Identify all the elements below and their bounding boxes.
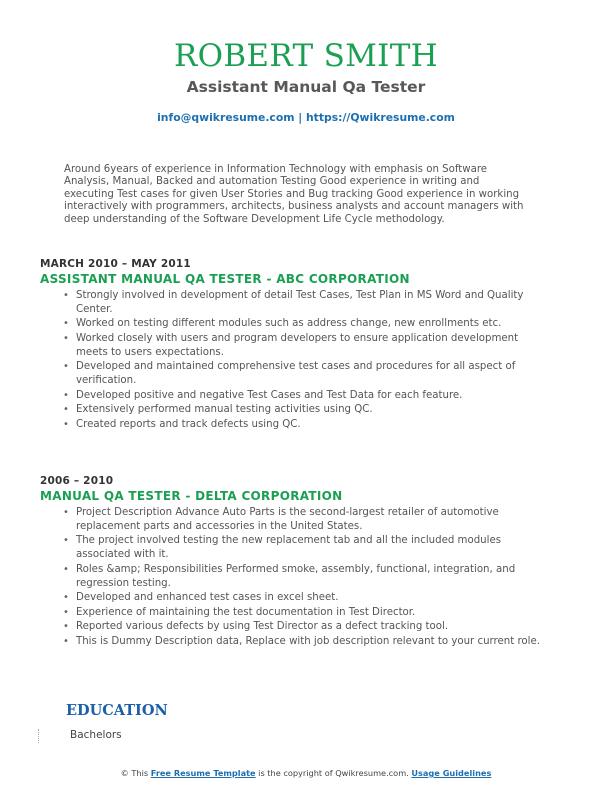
job-bullet: • Worked closely with users and program developers to ensure application development meets to users expectations. xyxy=(63,332,519,358)
job-bullet: • Experience of maintaining the test documentation in Test Director. xyxy=(63,606,416,618)
job-entry-2 xyxy=(40,475,540,649)
education-item: Bachelors xyxy=(70,729,122,741)
bullet-icon: • xyxy=(63,332,69,344)
job-bullet: • Strongly involved in development of detail Test Cases, Test Plan in MS Word and Quality Center. xyxy=(63,290,524,315)
usage-guidelines-link[interactable]: Usage Guidelines xyxy=(411,768,492,778)
bullet-icon: • xyxy=(63,606,69,618)
bullet-icon: • xyxy=(63,389,69,401)
contact-line xyxy=(0,111,612,125)
job-bullet: • Developed positive and negative Test Cases and Test Data for each feature. xyxy=(63,389,463,401)
job-bullet: • Developed and enhanced test cases in excel sheet. xyxy=(63,592,339,604)
job-bullet: • Roles &amp; Responsibilities Performed smoke, assembly, functional, integration, and regression testing. xyxy=(63,563,516,589)
education-divider xyxy=(38,729,40,743)
footer-prefix: © This xyxy=(120,768,151,778)
bullet-icon: • xyxy=(63,635,69,647)
bullet-icon: • xyxy=(63,507,69,518)
summary-paragraph: Around 6years of experience in Information Technology with emphasis on Software Analysis, Manual, Backed and automation Testing Good experience in writing and executing Test cases for given User Stories and Bug tracking Good experience in working interactively with programmers, architects, business analysts and account managers with deep understanding of the Software Development Life Cycle methodology. xyxy=(64,164,524,225)
bullet-icon: • xyxy=(63,361,69,373)
free-resume-template-link[interactable]: Free Resume Template xyxy=(150,768,256,778)
candidate-title: Assistant Manual Qa Tester xyxy=(186,78,426,96)
job-title: MANUAL QA TESTER - DELTA CORPORATION xyxy=(40,489,343,503)
website-link[interactable]: https://Qwikresume.com xyxy=(305,111,455,124)
job-bullet: • This is Dummy Description data, Replace with job description relevant to your current role. xyxy=(63,635,540,647)
bullet-icon: • xyxy=(63,592,69,604)
job-bullets xyxy=(40,506,540,649)
footer-middle: is the copyright of Qwikresume.com. xyxy=(255,768,412,778)
bullet-icon: • xyxy=(63,563,69,575)
contact-separator: | xyxy=(294,111,306,124)
email-link[interactable]: info@qwikresume.com xyxy=(157,111,295,124)
bullet-icon: • xyxy=(63,318,69,330)
footer xyxy=(0,768,612,779)
bullet-icon: • xyxy=(63,418,69,430)
job-bullet: • Project Description Advance Auto Parts is the second-largest retailer of automotive replacement parts and accessories in the United States. xyxy=(63,507,499,532)
job-bullet: • Worked on testing different modules such as address change, new enrollments etc. xyxy=(63,318,502,330)
job-bullet: • Reported various defects by using Test Director as a defect tracking tool. xyxy=(63,621,449,633)
job-title: ASSISTANT MANUAL QA TESTER - ABC CORPORATION xyxy=(40,272,410,286)
candidate-name: ROBERT SMITH xyxy=(173,38,439,74)
bullet-icon: • xyxy=(63,621,69,633)
bullet-icon: • xyxy=(63,290,69,301)
job-entry-1 xyxy=(40,258,540,432)
job-bullet: • Developed and maintained comprehensive test cases and procedures for all aspect of verification. xyxy=(63,361,516,387)
job-dates: MARCH 2010 – MAY 2011 xyxy=(40,258,191,270)
job-bullet: • The project involved testing the new replacement tab and all the included modules associated with it. xyxy=(63,535,502,561)
education-heading: EDUCATION xyxy=(66,702,168,719)
bullet-icon: • xyxy=(63,404,69,416)
job-bullet: • Created reports and track defects using QC. xyxy=(63,418,301,430)
job-bullet: • Extensively performed manual testing activities using QC. xyxy=(63,404,373,416)
bullet-icon: • xyxy=(63,535,69,547)
job-bullets xyxy=(40,289,540,432)
job-dates: 2006 – 2010 xyxy=(40,475,114,487)
